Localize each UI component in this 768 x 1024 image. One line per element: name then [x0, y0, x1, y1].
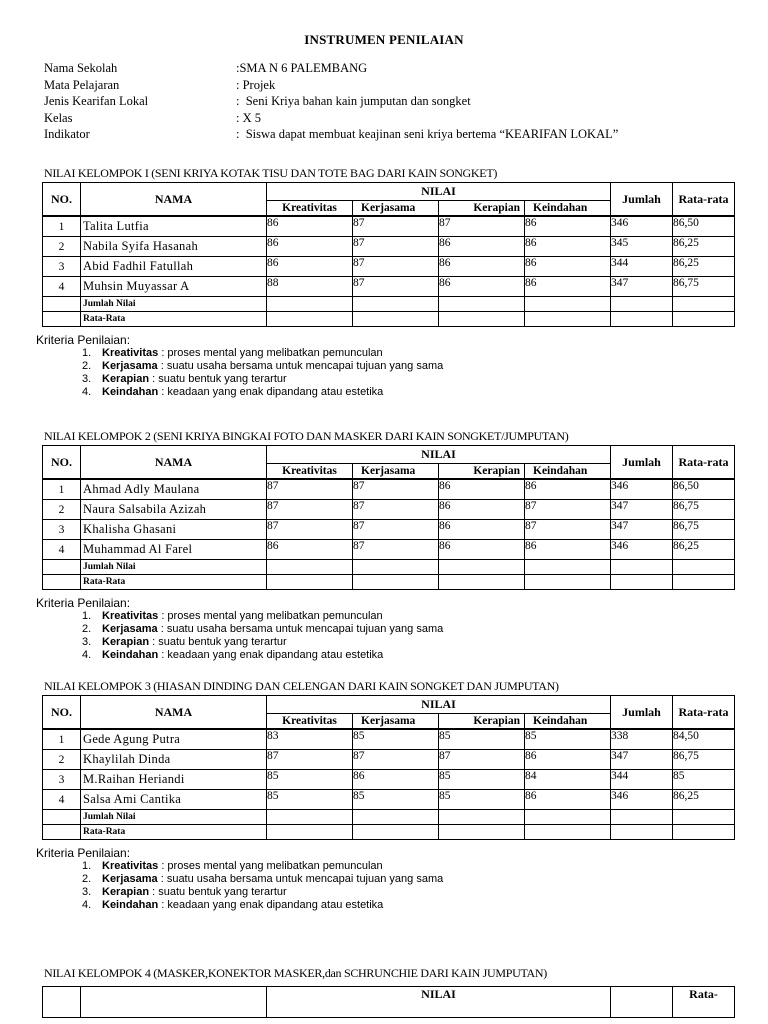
- cell-k2: 87: [353, 216, 439, 237]
- cell-k1: 88: [267, 277, 353, 297]
- group-1-title: NILAI KELOMPOK I (SENI KRIYA KOTAK TISU DAN TOTE BAG DARI KAIN SONGKET): [44, 166, 498, 180]
- header-nama-cell: [81, 987, 267, 1018]
- criteria-desc: : suatu bentuk yang terartur: [149, 636, 287, 648]
- header-keindahan: Keindahan: [525, 464, 611, 480]
- criteria-desc: : suatu bentuk yang terartur: [149, 886, 287, 898]
- jumlah-nilai-label: Jumlah Nilai: [81, 810, 267, 825]
- table-row: [43, 277, 735, 297]
- group-3-score-table: [42, 695, 735, 840]
- criteria-desc: : suatu bentuk yang terartur: [149, 373, 287, 385]
- cell-k1: 86: [267, 237, 353, 257]
- criteria-term: Kerapian: [102, 886, 150, 898]
- header-kerjasama: Kerjasama: [353, 464, 439, 480]
- summary-row-average: [43, 575, 735, 590]
- cell-nama: Gede Agung Putra: [81, 729, 267, 750]
- cell-k3: 86: [439, 257, 525, 277]
- info-label: Nama Sekolah: [44, 61, 118, 75]
- criteria-item: [82, 860, 443, 873]
- criteria-desc: : keadaan yang enak dipandang atau estetika: [158, 386, 384, 398]
- cell-rata: 86,25: [673, 790, 735, 810]
- cell-jumlah: 346: [611, 540, 673, 560]
- cell-nama: Talita Lutfia: [81, 216, 267, 237]
- cell-nama: M.Raihan Heriandi: [81, 770, 267, 790]
- header-keindahan: Keindahan: [525, 201, 611, 217]
- cell-rata: 86,75: [673, 750, 735, 770]
- cell-k4: 87: [525, 520, 611, 540]
- cell-k2: 86: [353, 770, 439, 790]
- summary-row-total: [43, 560, 735, 575]
- cell-rata: 85: [673, 770, 735, 790]
- criteria-desc: : keadaan yang enak dipandang atau estetika: [158, 649, 384, 661]
- cell-k3: 86: [439, 500, 525, 520]
- criteria-item: [82, 636, 443, 649]
- table-row: [43, 790, 735, 810]
- criteria-number: 2.: [82, 360, 92, 372]
- criteria-number: 1.: [82, 347, 92, 359]
- cell-nama: Muhsin Muyassar A: [81, 277, 267, 297]
- group-1-criteria: [36, 334, 443, 399]
- criteria-item: [82, 649, 443, 662]
- group-4-title: NILAI KELOMPOK 4 (MASKER,KONEKTOR MASKER,dan SCHRUNCHIE DARI KAIN JUMPUTAN): [44, 966, 547, 980]
- header-rata-cell: Rata-: [673, 987, 735, 1018]
- cell-rata: 86,25: [673, 540, 735, 560]
- jumlah-nilai-label: Jumlah Nilai: [81, 297, 267, 312]
- info-row-local-wisdom: [44, 93, 618, 110]
- header-nama: NAMA: [81, 696, 267, 730]
- cell-nama: Muhammad Al Farel: [81, 540, 267, 560]
- criteria-term: Kreativitas: [102, 347, 159, 359]
- criteria-number: 2.: [82, 623, 92, 635]
- cell-no: 3: [43, 520, 81, 540]
- group-3-criteria: [36, 847, 443, 912]
- table-row: [43, 540, 735, 560]
- cell-k1: 86: [267, 257, 353, 277]
- cell-nama: Naura Salsabila Azizah: [81, 500, 267, 520]
- criteria-item: [82, 373, 443, 386]
- cell-k3: 86: [439, 520, 525, 540]
- header-jumlah-cell: [611, 987, 673, 1018]
- criteria-term: Kerapian: [102, 373, 150, 385]
- cell-k4: 86: [525, 237, 611, 257]
- cell-k3: 86: [439, 540, 525, 560]
- header-rata: Rata-rata: [673, 446, 735, 480]
- cell-nama: Khaylilah Dinda: [81, 750, 267, 770]
- group-2-score-table: [42, 445, 735, 590]
- cell-nama: Nabila Syifa Hasanah: [81, 237, 267, 257]
- criteria-term: Kerjasama: [102, 623, 158, 635]
- cell-k1: 86: [267, 540, 353, 560]
- cell-no: 1: [43, 216, 81, 237]
- cell-rata: 86,50: [673, 479, 735, 500]
- cell-k4: 85: [525, 729, 611, 750]
- header-rata: Rata-rata: [673, 183, 735, 217]
- rata-rata-label: Rata-Rata: [81, 825, 267, 840]
- cell-jumlah: 344: [611, 770, 673, 790]
- cell-no: 1: [43, 729, 81, 750]
- criteria-heading: Kriteria Penilaian:: [36, 333, 131, 347]
- cell-k2: 85: [353, 729, 439, 750]
- criteria-item: [82, 873, 443, 886]
- criteria-term: Kerjasama: [102, 360, 158, 372]
- criteria-heading: Kriteria Penilaian:: [36, 596, 131, 610]
- criteria-number: 3.: [82, 886, 92, 898]
- cell-k3: 85: [439, 770, 525, 790]
- cell-no: 2: [43, 237, 81, 257]
- cell-k2: 87: [353, 540, 439, 560]
- cell-k3: 85: [439, 790, 525, 810]
- criteria-term: Keindahan: [102, 899, 159, 911]
- cell-no: 4: [43, 540, 81, 560]
- criteria-heading: Kriteria Penilaian:: [36, 846, 131, 860]
- header-jumlah: Jumlah: [611, 446, 673, 480]
- info-label: Indikator: [44, 127, 90, 142]
- cell-k2: 87: [353, 277, 439, 297]
- document-title: INSTRUMEN PENILAIAN: [304, 32, 464, 47]
- header-nama: NAMA: [81, 183, 267, 217]
- criteria-number: 4.: [82, 899, 92, 911]
- table-row: [43, 257, 735, 277]
- criteria-term: Kreativitas: [102, 860, 159, 872]
- header-nilai-cell: NILAI: [267, 987, 611, 1018]
- criteria-desc: : proses mental yang melibatkan pemunculan: [158, 610, 383, 622]
- cell-jumlah: 347: [611, 500, 673, 520]
- info-value: :SMA N 6 PALEMBANG: [236, 61, 368, 75]
- cell-jumlah: 346: [611, 479, 673, 500]
- cell-no: 3: [43, 257, 81, 277]
- group-1-score-table: [42, 182, 735, 327]
- info-label: Jenis Kearifan Lokal: [44, 94, 149, 109]
- cell-no: 3: [43, 770, 81, 790]
- cell-jumlah: 345: [611, 237, 673, 257]
- info-value: : X 5: [236, 110, 261, 125]
- summary-row-total: [43, 297, 735, 312]
- cell-k1: 85: [267, 770, 353, 790]
- cell-no: 4: [43, 277, 81, 297]
- info-label: Mata Pelajaran: [44, 77, 120, 92]
- table-row: [43, 750, 735, 770]
- criteria-desc: : proses mental yang melibatkan pemunculan: [158, 347, 383, 359]
- group-2-title: NILAI KELOMPOK 2 (SENI KRIYA BINGKAI FOTO DAN MASKER DARI KAIN SONGKET/JUMPUTAN): [44, 429, 569, 443]
- table-row: [43, 237, 735, 257]
- header-no: NO.: [43, 696, 81, 730]
- header-keindahan: Keindahan: [525, 714, 611, 730]
- criteria-number: 1.: [82, 860, 92, 872]
- jumlah-nilai-label: Jumlah Nilai: [81, 560, 267, 575]
- info-row-class: [44, 110, 618, 127]
- header-kerjasama: Kerjasama: [353, 201, 439, 217]
- criteria-term: Kerjasama: [102, 873, 158, 885]
- header-nilai: NILAI: [267, 446, 611, 464]
- info-value: : Siswa dapat membuat keajinan seni kriya bertema “KEARIFAN LOKAL”: [236, 127, 619, 142]
- cell-rata: 84,50: [673, 729, 735, 750]
- cell-k3: 86: [439, 237, 525, 257]
- cell-nama: Salsa Ami Cantika: [81, 790, 267, 810]
- table-row: [43, 500, 735, 520]
- cell-jumlah: 344: [611, 257, 673, 277]
- cell-jumlah: 347: [611, 277, 673, 297]
- info-row-school: [44, 60, 618, 77]
- header-kerapian: Kerapian: [439, 464, 525, 480]
- criteria-item: [82, 886, 443, 899]
- header-kerapian: Kerapian: [439, 714, 525, 730]
- cell-nama: Abid Fadhil Fatullah: [81, 257, 267, 277]
- header-jumlah: Jumlah: [611, 183, 673, 217]
- cell-k2: 87: [353, 750, 439, 770]
- header-kreativitas: Kreativitas: [267, 714, 353, 730]
- cell-k1: 87: [267, 520, 353, 540]
- criteria-item: [82, 347, 443, 360]
- table-row: [43, 729, 735, 750]
- header-kerjasama: Kerjasama: [353, 714, 439, 730]
- cell-k4: 84: [525, 770, 611, 790]
- criteria-term: Keindahan: [102, 649, 159, 661]
- criteria-number: 3.: [82, 373, 92, 385]
- criteria-term: Kerapian: [102, 636, 150, 648]
- cell-k3: 87: [439, 216, 525, 237]
- cell-k2: 85: [353, 790, 439, 810]
- cell-jumlah: 347: [611, 520, 673, 540]
- table-row: [43, 216, 735, 237]
- info-value: : Seni Kriya bahan kain jumputan dan songket: [236, 94, 471, 109]
- cell-k2: 87: [353, 479, 439, 500]
- header-rata: Rata-rata: [673, 696, 735, 730]
- cell-no: 2: [43, 500, 81, 520]
- cell-k2: 87: [353, 520, 439, 540]
- header-no: NO.: [43, 446, 81, 480]
- criteria-number: 3.: [82, 636, 92, 648]
- cell-jumlah: 347: [611, 750, 673, 770]
- rata-rata-label: Rata-Rata: [81, 575, 267, 590]
- criteria-term: Kreativitas: [102, 610, 159, 622]
- criteria-desc: : suatu usaha bersama untuk mencapai tujuan yang sama: [157, 623, 444, 635]
- cell-k1: 87: [267, 500, 353, 520]
- cell-k2: 87: [353, 237, 439, 257]
- criteria-desc: : keadaan yang enak dipandang atau estetika: [158, 899, 384, 911]
- cell-k3: 85: [439, 729, 525, 750]
- cell-no: 2: [43, 750, 81, 770]
- info-row-subject: [44, 77, 618, 94]
- criteria-item: [82, 386, 443, 399]
- header-no-cell: [43, 987, 81, 1018]
- criteria-list: [36, 347, 443, 399]
- cell-k4: 86: [525, 750, 611, 770]
- header-nama: NAMA: [81, 446, 267, 480]
- cell-rata: 86,50: [673, 216, 735, 237]
- criteria-item: [82, 610, 443, 623]
- cell-nama: Ahmad Adly Maulana: [81, 479, 267, 500]
- criteria-number: 1.: [82, 610, 92, 622]
- group-4-table: [42, 986, 735, 1018]
- cell-k3: 86: [439, 277, 525, 297]
- criteria-item: [82, 360, 443, 373]
- info-value: : Projek: [236, 77, 276, 92]
- cell-k1: 87: [267, 750, 353, 770]
- info-label: Kelas: [44, 110, 73, 125]
- cell-no: 4: [43, 790, 81, 810]
- table-row: [43, 770, 735, 790]
- header-kerapian: Kerapian: [439, 201, 525, 217]
- cell-k3: 86: [439, 479, 525, 500]
- cell-k4: 86: [525, 479, 611, 500]
- summary-row-total: [43, 810, 735, 825]
- info-row-indicator: [44, 126, 618, 143]
- cell-k1: 86: [267, 216, 353, 237]
- cell-k4: 87: [525, 500, 611, 520]
- header-kreativitas: Kreativitas: [267, 464, 353, 480]
- cell-k1: 83: [267, 729, 353, 750]
- cell-k2: 87: [353, 500, 439, 520]
- criteria-desc: : proses mental yang melibatkan pemunculan: [158, 860, 383, 872]
- cell-rata: 86,25: [673, 257, 735, 277]
- criteria-list: [36, 860, 443, 912]
- header-jumlah: Jumlah: [611, 696, 673, 730]
- table-row: [43, 479, 735, 500]
- criteria-number: 4.: [82, 386, 92, 398]
- criteria-number: 2.: [82, 873, 92, 885]
- header-no: NO.: [43, 183, 81, 217]
- cell-k4: 86: [525, 277, 611, 297]
- cell-no: 1: [43, 479, 81, 500]
- header-kreativitas: Kreativitas: [267, 201, 353, 217]
- criteria-desc: : suatu usaha bersama untuk mencapai tujuan yang sama: [157, 360, 444, 372]
- cell-jumlah: 338: [611, 729, 673, 750]
- cell-jumlah: 346: [611, 790, 673, 810]
- summary-row-average: [43, 825, 735, 840]
- rata-rata-label: Rata-Rata: [81, 312, 267, 327]
- header-nilai: NILAI: [267, 183, 611, 201]
- criteria-term: Keindahan: [102, 386, 159, 398]
- cell-k4: 86: [525, 216, 611, 237]
- criteria-item: [82, 899, 443, 912]
- cell-rata: 86,75: [673, 520, 735, 540]
- criteria-number: 4.: [82, 649, 92, 661]
- criteria-item: [82, 623, 443, 636]
- cell-k4: 86: [525, 790, 611, 810]
- info-block: [44, 60, 618, 143]
- summary-row-average: [43, 312, 735, 327]
- criteria-desc: : suatu usaha bersama untuk mencapai tujuan yang sama: [157, 873, 444, 885]
- cell-jumlah: 346: [611, 216, 673, 237]
- cell-rata: 86,75: [673, 500, 735, 520]
- cell-k4: 86: [525, 540, 611, 560]
- cell-rata: 86,25: [673, 237, 735, 257]
- cell-rata: 86,75: [673, 277, 735, 297]
- group-2-criteria: [36, 597, 443, 662]
- group-3-title: NILAI KELOMPOK 3 (HIASAN DINDING DAN CELENGAN DARI KAIN SONGKET DAN JUMPUTAN): [44, 679, 559, 693]
- table-row: [43, 520, 735, 540]
- cell-k4: 86: [525, 257, 611, 277]
- cell-k3: 87: [439, 750, 525, 770]
- cell-k1: 87: [267, 479, 353, 500]
- cell-k1: 85: [267, 790, 353, 810]
- criteria-list: [36, 610, 443, 662]
- cell-k2: 87: [353, 257, 439, 277]
- cell-nama: Khalisha Ghasani: [81, 520, 267, 540]
- header-nilai: NILAI: [267, 696, 611, 714]
